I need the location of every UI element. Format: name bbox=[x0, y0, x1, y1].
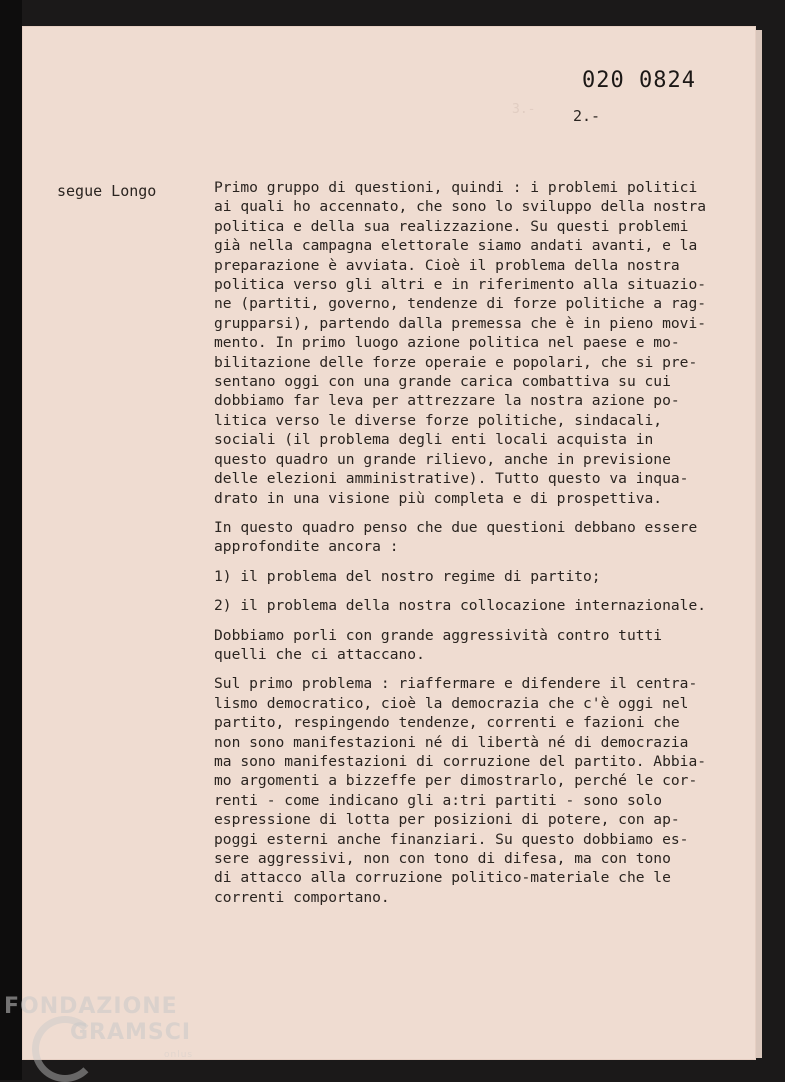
document-body bbox=[214, 178, 744, 917]
page-number: 2.- bbox=[573, 107, 601, 125]
binder-spine bbox=[0, 0, 22, 1080]
watermark-logo: FONDAZIONE GRAMSCI onlus bbox=[4, 994, 191, 1046]
list-item: 2) il problema della nostra collocazione internazionale. bbox=[214, 597, 707, 615]
logo-circle-icon bbox=[32, 1016, 98, 1082]
speaker-label: segue Longo bbox=[57, 182, 157, 200]
list-item: 1) il problema del nostro regime di partito; bbox=[214, 567, 601, 585]
page-edge bbox=[756, 30, 762, 1058]
paragraph: Sul primo problema : riaffermare e difendere il centra- lismo democratico, cioè la democrazia che c'è oggi nel partito, respingendo tendenze, correnti e fazioni che non sono manifestazioni né di libertà né di democrazia ma sono manifestazioni di corruzione del partito. Abbia- mo argomenti a bizzeffe per dimostrarlo, perché le cor- renti - come indicano gli a:tri partiti - sono solo espressione di lotta per posizioni di potere, con ap- poggi esterni anche finanziari. Su questo dobbiamo es- sere aggressivi, non con tono di difesa, ma con tono di attacco alla corruzione politico-materiale che le correnti comportano. bbox=[214, 675, 707, 906]
paragraph: Primo gruppo di questioni, quindi : i problemi politici ai quali ho accennato, che sono lo sviluppo della nostra politica e della sua realizzazione. Su questi problemi già nella campagna elettorale siamo andati avanti, e la preparazione è avviata. Cioè il problema della nostra politica verso gli altri e in riferimento alla situazio- ne (partiti, governo, tendenze di forze politiche a rag- grupparsi), partendo dalla premessa che è in pieno movi- mento. In primo luogo azione politica nel paese e mo- bilitazione delle forze operaie e popolari, che si pre- sentano oggi con una grande carica combattiva su cui dobbiamo far leva per attrezzare la nostra azione po- litica verso le diverse forze politiche, sindacali, sociali (il problema degli enti locali acquista in questo quadro un grande rilievo, anche in previsione delle elezioni amministrative). Tutto questo va inqua- drato in una visione più completa e di prospettiva. bbox=[214, 179, 707, 507]
bleed-through: 3.- bbox=[512, 102, 536, 117]
paragraph: Dobbiamo porli con grande aggressività contro tutti quelli che ci attaccano. bbox=[214, 626, 663, 663]
paragraph: In questo quadro penso che due questioni debbano essere approfondite ancora : bbox=[214, 518, 698, 556]
document-number: 020 0824 bbox=[582, 68, 696, 93]
